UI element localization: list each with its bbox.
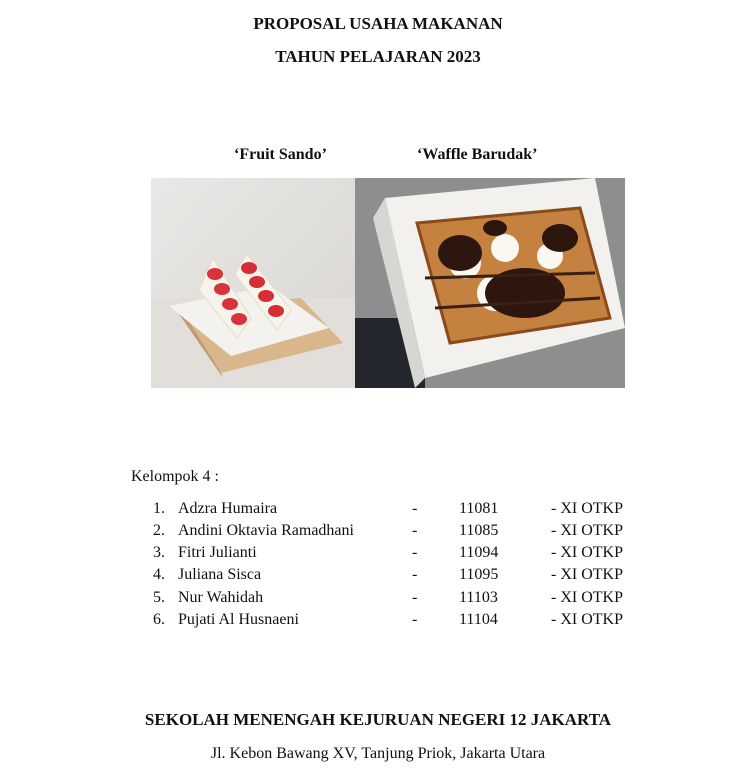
member-class: - XI OTKP — [551, 566, 623, 583]
member-dash: - — [412, 611, 418, 628]
member-name: Juliana Sisca — [178, 566, 262, 583]
fruit-sando-photo — [151, 178, 355, 388]
member-number: 4. — [153, 566, 165, 583]
member-nis: 11081 — [459, 500, 499, 517]
proposal-year: TAHUN PELAJARAN 2023 — [275, 47, 481, 66]
member-number: 2. — [153, 522, 165, 539]
waffle-photo — [355, 178, 625, 388]
member-dash: - — [412, 589, 418, 606]
member-class: - XI OTKP — [551, 522, 623, 539]
member-name: Pujati Al Husnaeni — [178, 611, 299, 628]
member-number: 3. — [153, 544, 165, 561]
list-item — [0, 544, 756, 566]
school-address: Jl. Kebon Bawang XV, Tanjung Priok, Jakarta Utara — [210, 745, 546, 762]
fruit-sando-caption: ‘Fruit Sando’ — [234, 146, 327, 163]
member-name: Adzra Humaira — [178, 500, 278, 517]
member-name: Fitri Julianti — [178, 544, 257, 561]
member-class: - XI OTKP — [551, 544, 623, 561]
member-number: 5. — [153, 589, 165, 606]
member-class: - XI OTKP — [551, 611, 623, 628]
waffle-caption: ‘Waffle Barudak’ — [417, 146, 538, 163]
list-item — [0, 522, 756, 544]
member-nis: 11085 — [459, 522, 499, 539]
member-nis: 11103 — [459, 589, 498, 606]
member-dash: - — [412, 522, 418, 539]
proposal-title: PROPOSAL USAHA MAKANAN — [253, 14, 503, 33]
group-label: Kelompok 4 : — [131, 468, 219, 485]
member-nis: 11095 — [459, 566, 499, 583]
member-dash: - — [412, 500, 418, 517]
member-class: - XI OTKP — [551, 500, 623, 517]
member-class: - XI OTKP — [551, 589, 623, 606]
member-dash: - — [412, 544, 418, 561]
member-name: Nur Wahidah — [178, 589, 264, 606]
list-item — [0, 500, 756, 522]
member-number: 1. — [153, 500, 165, 517]
list-item — [0, 589, 756, 611]
member-dash: - — [412, 566, 418, 583]
member-nis: 11094 — [459, 544, 499, 561]
member-name: Andini Oktavia Ramadhani — [178, 522, 354, 539]
list-item — [0, 566, 756, 588]
school-name: SEKOLAH MENENGAH KEJURUAN NEGERI 12 JAKARTA — [144, 710, 612, 729]
member-nis: 11104 — [459, 611, 498, 628]
list-item — [0, 611, 756, 633]
member-number: 6. — [153, 611, 165, 628]
